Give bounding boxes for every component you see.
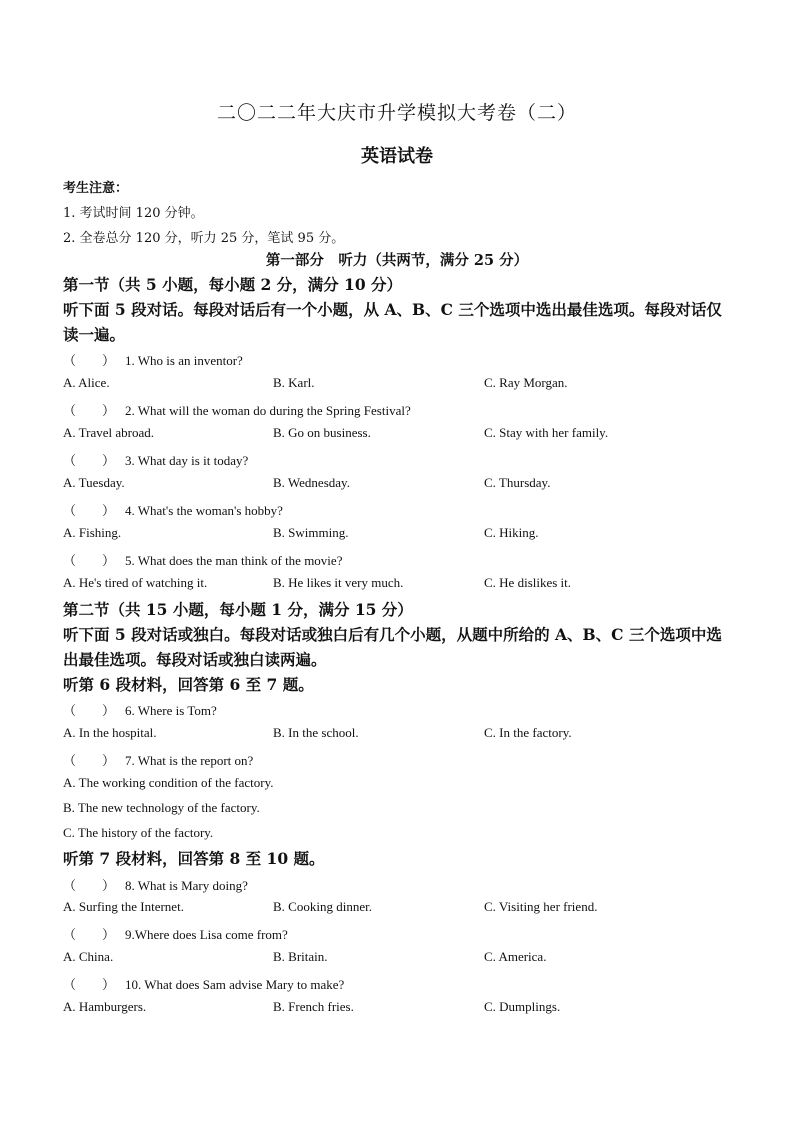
option-a: A. Surfing the Internet. <box>63 899 184 914</box>
part1-heading: 第一部分 听力（共两节，满分 25 分） <box>265 252 529 269</box>
section2-instruction-line2: 出最佳选项。每段对话或独白读两遍。 <box>63 650 327 669</box>
option-b: B. Cooking dinner. <box>273 899 372 914</box>
question-6 <box>63 700 217 719</box>
exam-title: 二〇二二年大庆市升学模拟大考卷（二） <box>216 102 577 124</box>
option-b: B. French fries. <box>273 999 354 1014</box>
question-7 <box>63 750 253 769</box>
answer-blank[interactable]: （ ） <box>63 704 116 719</box>
question-text: 10. What does Sam advise Mary to make? <box>125 977 345 992</box>
question-3 <box>63 450 248 469</box>
option-a: A. Travel abroad. <box>63 425 154 440</box>
section1-heading: 第一节（共 5 小题，每小题 2 分，满分 10 分） <box>63 275 403 294</box>
answer-blank[interactable]: （ ） <box>63 928 116 943</box>
section2-heading: 第二节（共 15 小题，每小题 1 分，满分 15 分） <box>63 600 413 619</box>
question-text: 7. What is the report on? <box>125 753 254 768</box>
option-b: B. Karl. <box>273 375 315 390</box>
answer-blank[interactable]: （ ） <box>63 354 116 369</box>
answer-blank[interactable]: （ ） <box>63 754 116 769</box>
option-c: C. Stay with her family. <box>484 425 609 440</box>
option-b: B. In the school. <box>273 725 359 740</box>
notice-item-2: 2. 全卷总分 120 分，听力 25 分，笔试 95 分。 <box>63 231 345 246</box>
option-a: A. Alice. <box>63 375 110 390</box>
option-c: C. America. <box>484 949 547 964</box>
option-a: A. The working condition of the factory. <box>63 775 274 790</box>
question-9 <box>63 924 288 943</box>
question-text: 3. What day is it today? <box>125 453 249 468</box>
option-a: A. In the hospital. <box>63 725 157 740</box>
question-text: 9.Where does Lisa come from? <box>125 927 288 942</box>
option-c: C. Hiking. <box>484 525 539 540</box>
section1-instruction-line2: 读一遍。 <box>63 325 126 344</box>
option-a: A. Tuesday. <box>63 475 125 490</box>
notice-heading: 考生注意： <box>63 181 129 196</box>
answer-blank[interactable]: （ ） <box>63 879 116 894</box>
option-a: A. China. <box>63 949 114 964</box>
notice-item-1: 1. 考试时间 120 分钟。 <box>63 206 204 221</box>
option-c: C. Visiting her friend. <box>484 899 598 914</box>
section1-instruction-line1: 听下面 5 段对话。每段对话后有一个小题，从 A、B、C 三个选项中选出最佳选项。每段对话仅 <box>63 300 722 319</box>
option-b: B. Britain. <box>273 949 328 964</box>
question-text: 5. What does the man think of the movie? <box>125 553 343 568</box>
option-b: B. Go on business. <box>273 425 371 440</box>
option-c: C. Dumplings. <box>484 999 561 1014</box>
option-c: C. The history of the factory. <box>63 825 214 840</box>
question-10 <box>63 974 344 993</box>
question-text: 2. What will the woman do during the Spring Festival? <box>125 403 411 418</box>
question-text: 6. Where is Tom? <box>125 703 217 718</box>
answer-blank[interactable]: （ ） <box>63 404 116 419</box>
question-5 <box>63 550 342 569</box>
answer-blank[interactable]: （ ） <box>63 554 116 569</box>
question-text: 1. Who is an inventor? <box>125 353 243 368</box>
option-b: B. He likes it very much. <box>273 575 404 590</box>
question-text: 4. What's the woman's hobby? <box>125 503 283 518</box>
material-6-heading: 听第 6 段材料，回答第 6 至 7 题。 <box>63 675 314 694</box>
question-text: 8. What is Mary doing? <box>125 878 248 893</box>
option-c: C. Thursday. <box>484 475 551 490</box>
exam-subtitle: 英语试卷 <box>361 146 433 167</box>
question-1 <box>63 350 243 369</box>
option-b: B. The new technology of the factory. <box>63 800 260 815</box>
answer-blank[interactable]: （ ） <box>63 454 116 469</box>
option-b: B. Swimming. <box>273 525 349 540</box>
option-a: A. Hamburgers. <box>63 999 147 1014</box>
question-4 <box>63 500 283 519</box>
option-c: C. He dislikes it. <box>484 575 572 590</box>
option-c: C. In the factory. <box>484 725 572 740</box>
answer-blank[interactable]: （ ） <box>63 978 116 993</box>
question-2 <box>63 400 411 419</box>
answer-blank[interactable]: （ ） <box>63 504 116 519</box>
option-b: B. Wednesday. <box>273 475 350 490</box>
option-c: C. Ray Morgan. <box>484 375 568 390</box>
option-a: A. He's tired of watching it. <box>63 575 208 590</box>
section2-instruction-line1: 听下面 5 段对话或独白。每段对话或独白后有几个小题，从题中所给的 A、B、C 三个选项中选 <box>63 625 722 644</box>
question-8 <box>63 875 248 894</box>
material-7-heading: 听第 7 段材料，回答第 8 至 10 题。 <box>63 849 325 868</box>
option-a: A. Fishing. <box>63 525 122 540</box>
